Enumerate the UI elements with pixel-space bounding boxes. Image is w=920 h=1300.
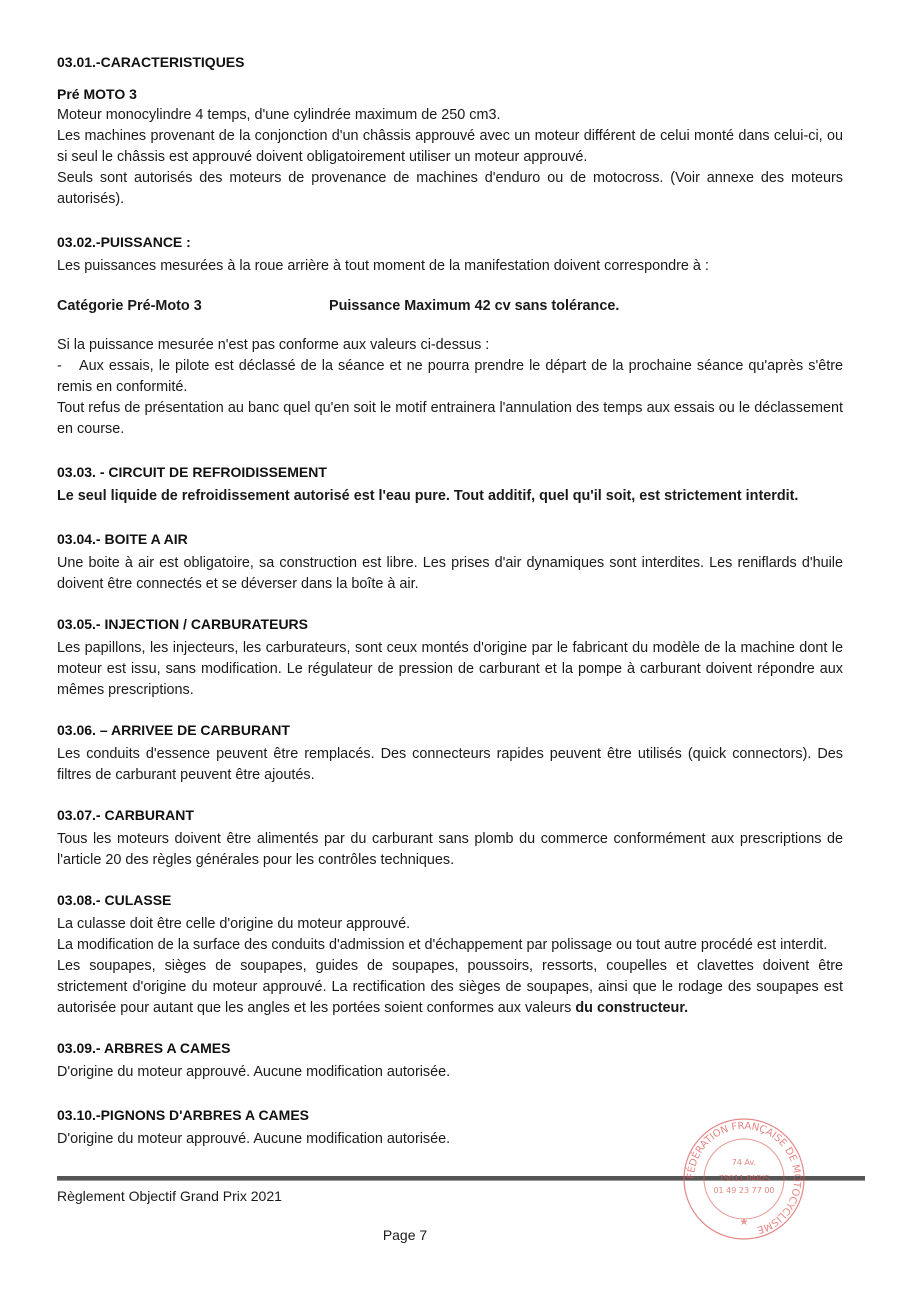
paragraph: Tous les moteurs doivent être alimentés par du carburant sans plomb du commerce conformément aux prescriptions de l'article 20 des règles générales pour les contrôles techniques. (57, 831, 843, 868)
paragraph: Les conduits d'essence peuvent être remplacés. Des connecteurs rapides peuvent être utilisés (quick connectors). Des filtres de carburant peuvent être ajoutés. (57, 746, 843, 783)
paragraph: Moteur monocylindre 4 temps, d'une cylindrée maximum de 250 cm3. (57, 107, 501, 123)
paragraph: La culasse doit être celle d'origine du moteur approuvé. (57, 916, 411, 932)
svg-text:★: ★ (739, 1217, 749, 1228)
section-03-03 (57, 462, 843, 507)
svg-text:75011 PARIS: 75011 PARIS (718, 1174, 770, 1183)
paragraph: D'origine du moteur approuvé. Aucune modification autorisée. (57, 1131, 451, 1147)
paragraph: Les papillons, les injecteurs, les carburateurs, sont ceux montés d'origine par le fabricant du modèle de la machine dont le moteur est issu, sans modification. Le régulateur de pression de carburant et la pompe à carburant doivent répondre aux mêmes prescriptions. (57, 640, 843, 698)
section-03-04 (57, 529, 843, 595)
paragraph: D'origine du moteur approuvé. Aucune modification autorisée. (57, 1064, 451, 1080)
paragraph: Les puissances mesurées à la roue arrière à tout moment de la manifestation doivent correspondre à : (57, 258, 709, 274)
footer-title: Règlement Objectif Grand Prix 2021 (57, 1188, 282, 1204)
section-heading: 03.06. – ARRIVEE DE CARBURANT (57, 722, 290, 738)
section-03-08 (57, 890, 843, 1019)
section-heading: 03.10.-PIGNONS D'ARBRES A CAMES (57, 1107, 310, 1123)
paragraph-bold: Le seul liquide de refroidissement autorisé est l'eau pure. Tout additif, quel qu'il soit, est strictement interdit. (57, 488, 799, 504)
section-heading: 03.04.- BOITE A AIR (57, 531, 188, 547)
dash-bullet: - (57, 358, 62, 374)
section-03-06 (57, 720, 843, 786)
section-heading: 03.03. - CIRCUIT DE REFROIDISSEMENT (57, 464, 327, 480)
paragraph: Les machines provenant de la conjonction d'un châssis approuvé avec un moteur différent de celui monté dans celui-ci, ou si seul le châssis est approuvé doivent obligatoirement utiliser un moteur approuvé. (57, 128, 843, 165)
bold-fragment: du constructeur. (575, 1000, 689, 1016)
paragraph: Une boite à air est obligatoire, sa construction est libre. Les prises d'air dynamiques sont interdites. Les reniflards d'huile doivent être connectés et se déverser dans la boîte à air. (57, 555, 843, 592)
document-body (57, 52, 843, 1165)
svg-text:01 49 23 77 00: 01 49 23 77 00 (713, 1186, 775, 1195)
section-heading: 03.09.- ARBRES A CAMES (57, 1040, 231, 1056)
section-03-07 (57, 805, 843, 871)
section-heading: 03.01.-CARACTERISTIQUES (57, 54, 245, 70)
official-stamp-icon (680, 1115, 808, 1243)
svg-text:74 Av.: 74 Av. (731, 1158, 757, 1167)
category-label: Catégorie Pré-Moto 3 (57, 298, 202, 314)
power-limit: Puissance Maximum 42 cv sans tolérance. (329, 298, 620, 314)
section-03-02 (57, 232, 843, 440)
paragraph: Les soupapes, sièges de soupapes, guides de soupapes, poussoirs, ressorts, coupelles et clavettes doivent être strictement d'origine du moteur approuvé. La rectification des sièges de soupapes, ainsi que le rodage des soupapes est autorisée pour autant que les angles et les portées soient conformes aux valeurs du constructeur. (57, 958, 843, 1016)
section-heading: 03.05.- INJECTION / CARBURATEURS (57, 616, 309, 632)
paragraph: Tout refus de présentation au banc quel qu'en soit le motif entrainera l'annulation des temps aux essais ou le déclassement en course. (57, 400, 843, 437)
section-heading: 03.08.- CULASSE (57, 892, 172, 908)
svg-text:FÉDÉRATION FRANÇAISE DE MOTOCY: FÉDÉRATION FRANÇAISE DE MOTOCYCLISME (685, 1120, 803, 1236)
subheading-pre-moto3: Pré MOTO 3 (57, 86, 137, 102)
list-item: - Aux essais, le pilote est déclassé de la séance et ne pourra prendre le départ de la prochaine séance qu'après s'être remis en conformité. (57, 358, 843, 395)
paragraph: La modification de la surface des conduits d'admission et d'échappement par polissage ou tout autre procédé est interdit. (57, 937, 828, 953)
paragraph: Seuls sont autorisés des moteurs de provenance de machines d'enduro ou de motocross. (Voir annexe des moteurs autorisés). (57, 170, 843, 207)
power-limit-row (57, 296, 843, 317)
section-heading: 03.07.- CARBURANT (57, 807, 194, 823)
page-number: Page 7 (382, 1227, 428, 1243)
section-03-09 (57, 1038, 843, 1083)
section-03-01 (57, 52, 843, 210)
section-heading: 03.02.-PUISSANCE : (57, 234, 191, 250)
section-03-05 (57, 614, 843, 701)
paragraph: Si la puissance mesurée n'est pas conforme aux valeurs ci-dessus : (57, 337, 490, 353)
